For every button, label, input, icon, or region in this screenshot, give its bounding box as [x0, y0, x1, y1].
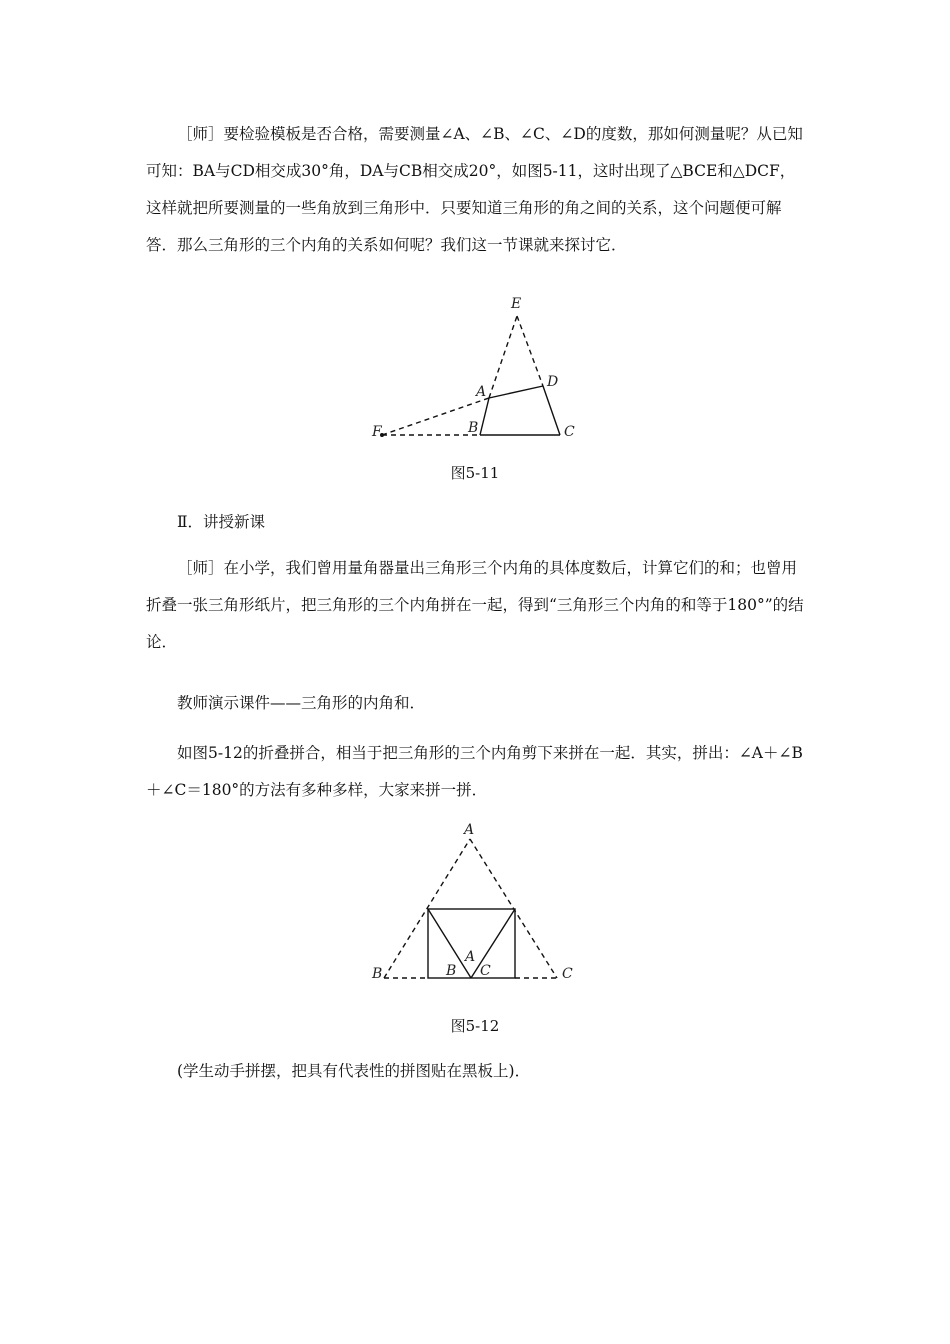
label-inner-c: C	[480, 963, 491, 979]
paragraph-students: (学生动手拼摆，把具有代表性的拼图贴在黑板上)．	[177, 1062, 531, 1080]
fold-right	[471, 909, 515, 978]
figure-5-12	[360, 815, 600, 985]
section-heading: Ⅱ．讲授新课	[177, 513, 266, 531]
label-e: E	[511, 296, 522, 312]
paragraph-review: ［师］在小学，我们曾用量角器量出三角形三个内角的具体度数后，计算它们的和；也曾用折叠一张三角形纸片，把三角形的三个内角拼在一起，得到“三角形三个内角的和等于180°”的结论．	[146, 559, 804, 651]
label-top-a: A	[464, 822, 475, 838]
line-a-e	[489, 316, 517, 398]
paragraph-demo: 教师演示课件——三角形的内角和．	[177, 694, 426, 712]
paragraph-folding: 如图5-12的折叠拼合，相当于把三角形的三个内角剪下来拼在一起．其实，拼出：∠A＋∠B＋∠C＝180°的方法有多种多样，大家来拼一拼．	[146, 744, 803, 799]
line-b-a	[480, 398, 489, 435]
label-b: B	[468, 420, 479, 436]
figure-5-11	[360, 290, 600, 450]
line-e-d	[517, 316, 543, 386]
label-inner-b: B	[446, 963, 457, 979]
label-a: A	[476, 384, 487, 400]
paragraph-intro: ［师］要检验模板是否合格，需要测量∠A、∠B、∠C、∠D的度数，那如何测量呢？从已知可知：BA与CD相交成30°角，DA与CB相交成20°，如图5-11，这时出现了△BCE和△DCF，这样就把所要测量的一些角放到三角形中．只要知道三角形的角之间的关系，这个问题便可解答．那么三角形的三个内角的关系如何呢？我们这一节课就来探讨它．	[146, 125, 803, 254]
line-d-c	[543, 386, 560, 435]
label-right-c: C	[562, 966, 573, 982]
label-d: D	[547, 374, 559, 390]
label-c: C	[564, 424, 575, 440]
figure-5-12-caption: 图5-12	[450, 1017, 500, 1035]
label-inner-a: A	[465, 949, 476, 965]
label-f: F	[372, 424, 382, 440]
folded-rectangle	[428, 909, 515, 978]
label-left-b: B	[372, 966, 383, 982]
figure-5-11-caption: 图5-11	[450, 464, 500, 482]
line-a-d	[489, 386, 543, 398]
